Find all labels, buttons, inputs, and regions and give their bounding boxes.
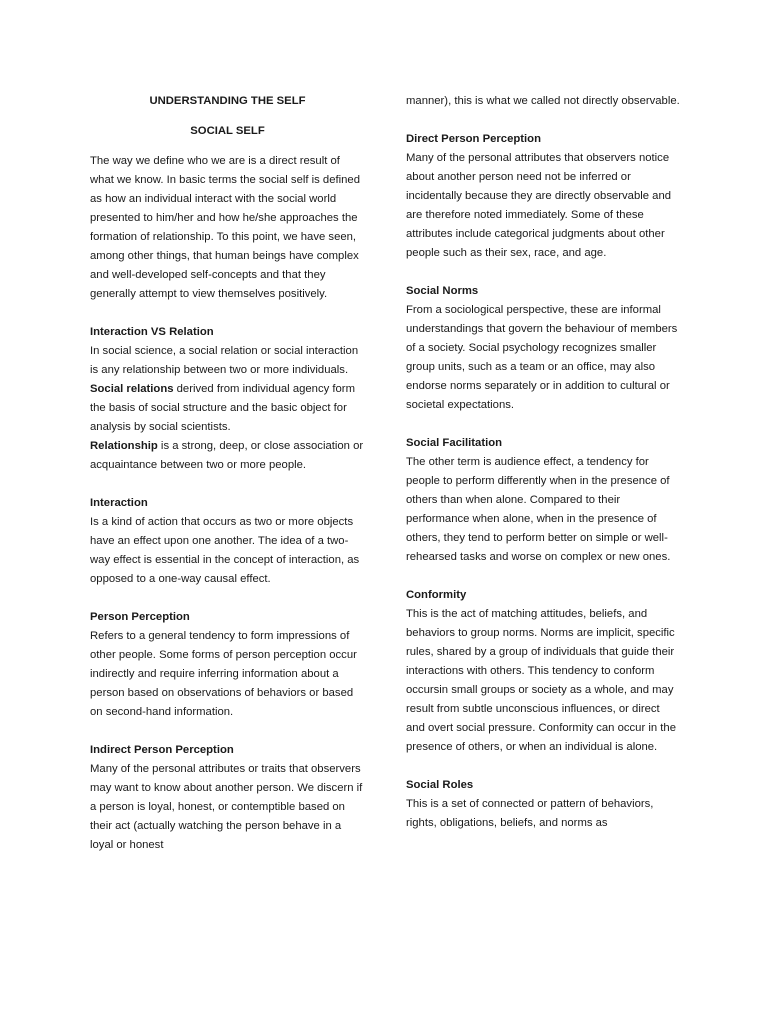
section-body <box>90 437 365 475</box>
section-body: This is the act of matching attitudes, beliefs, and behaviors to group norms. Norms are implicit, specific rules, shared by a group of individuals that guide their interactions with others. This tendency to conform occursin small groups or society as a whole, and may result from subtle unconscious influences, or direct and overt social pressure. Conformity can occur in the presence of others, or when an individual is alone. <box>406 608 676 753</box>
document-subtitle: SOCIAL SELF <box>190 125 265 137</box>
section-heading: Interaction <box>90 497 148 509</box>
section-body: Refers to a general tendency to form impressions of other people. Some forms of person perception occur indirectly and require inferring information about a person based on observations of behaviors or based on second-hand information. <box>90 630 357 718</box>
section-direct-person-perception <box>406 130 680 263</box>
section-heading: Person Perception <box>90 611 190 623</box>
section-heading: Interaction VS Relation <box>90 326 214 338</box>
section-social-roles <box>406 776 680 833</box>
section-heading: Social Norms <box>406 285 479 297</box>
document-title: UNDERSTANDING THE SELF <box>149 95 306 107</box>
section-indirect-person-perception <box>90 741 365 855</box>
section-body: Many of the personal attributes or traits that observers may want to know about another person. We discern if a person is loyal, honest, or contemptible based on their act (actually watching the person behave in a loyal or honest <box>90 763 363 851</box>
section-social-norms <box>406 282 680 415</box>
section-interaction-vs-relation <box>90 323 365 475</box>
section-body: This is a set of connected or pattern of behaviors, rights, obligations, beliefs, and norms as <box>406 798 654 829</box>
body-text: In social science, a social relation or social interaction is any relationship between two or more individuals. <box>90 345 359 376</box>
section-conformity <box>406 586 680 757</box>
section-heading: Conformity <box>406 589 467 601</box>
bold-term: Social relations <box>90 383 174 395</box>
section-heading: Indirect Person Perception <box>90 744 234 756</box>
section-heading: Social Facilitation <box>406 437 503 449</box>
left-column <box>90 92 365 855</box>
bold-term: Relationship <box>90 440 158 452</box>
section-person-perception <box>90 608 365 722</box>
section-body: Is a kind of action that occurs as two or more objects have an effect upon one another. The idea of a two-way effect is essential in the concept of interaction, as opposed to a one-way causal effect. <box>90 516 360 585</box>
section-body-continued: manner), this is what we called not directly observable. <box>406 95 680 107</box>
section-social-facilitation <box>406 434 680 567</box>
section-interaction <box>90 494 365 589</box>
body-text: is a strong, deep, or close association or acquaintance between two or more people. <box>90 440 364 471</box>
section-body: From a sociological perspective, these are informal understandings that govern the behaviour of members of a society. Social psychology recognizes smaller group units, such as a team or an office, may also endorse norms separately or in addition to cultural or societal expectations. <box>406 304 678 411</box>
section-heading: Direct Person Perception <box>406 133 541 145</box>
section-body: Many of the personal attributes that observers notice about another person need not be inferred or incidentally because they are directly observable and are therefore noted immediately. Some of these attributes include categorical judgments about other people such as their sex, race, and age. <box>406 152 672 259</box>
section-heading: Social Roles <box>406 779 474 791</box>
section-body: The other term is audience effect, a tendency for people to perform differently when in the presence of others than when alone. Compared to their performance when alone, when in the presence of others, they tend to perform better on simple or well-rehearsed tasks and worse on complex or new ones. <box>406 456 671 563</box>
section-body <box>90 342 365 437</box>
body-text: derived from individual agency form the basis of social structure and the basic object for analysis by social scientists. <box>90 383 355 433</box>
intro-paragraph: The way we define who we are is a direct result of what we know. In basic terms the social self is defined as how an individual interact with the social world presented to him/her and how he/she approaches the formation of relationship. To this point, we have seen, among other things, that human beings have complex and well-developed self-concepts and that they generally attempt to view themselves positively. <box>90 155 360 300</box>
right-column <box>406 92 680 833</box>
